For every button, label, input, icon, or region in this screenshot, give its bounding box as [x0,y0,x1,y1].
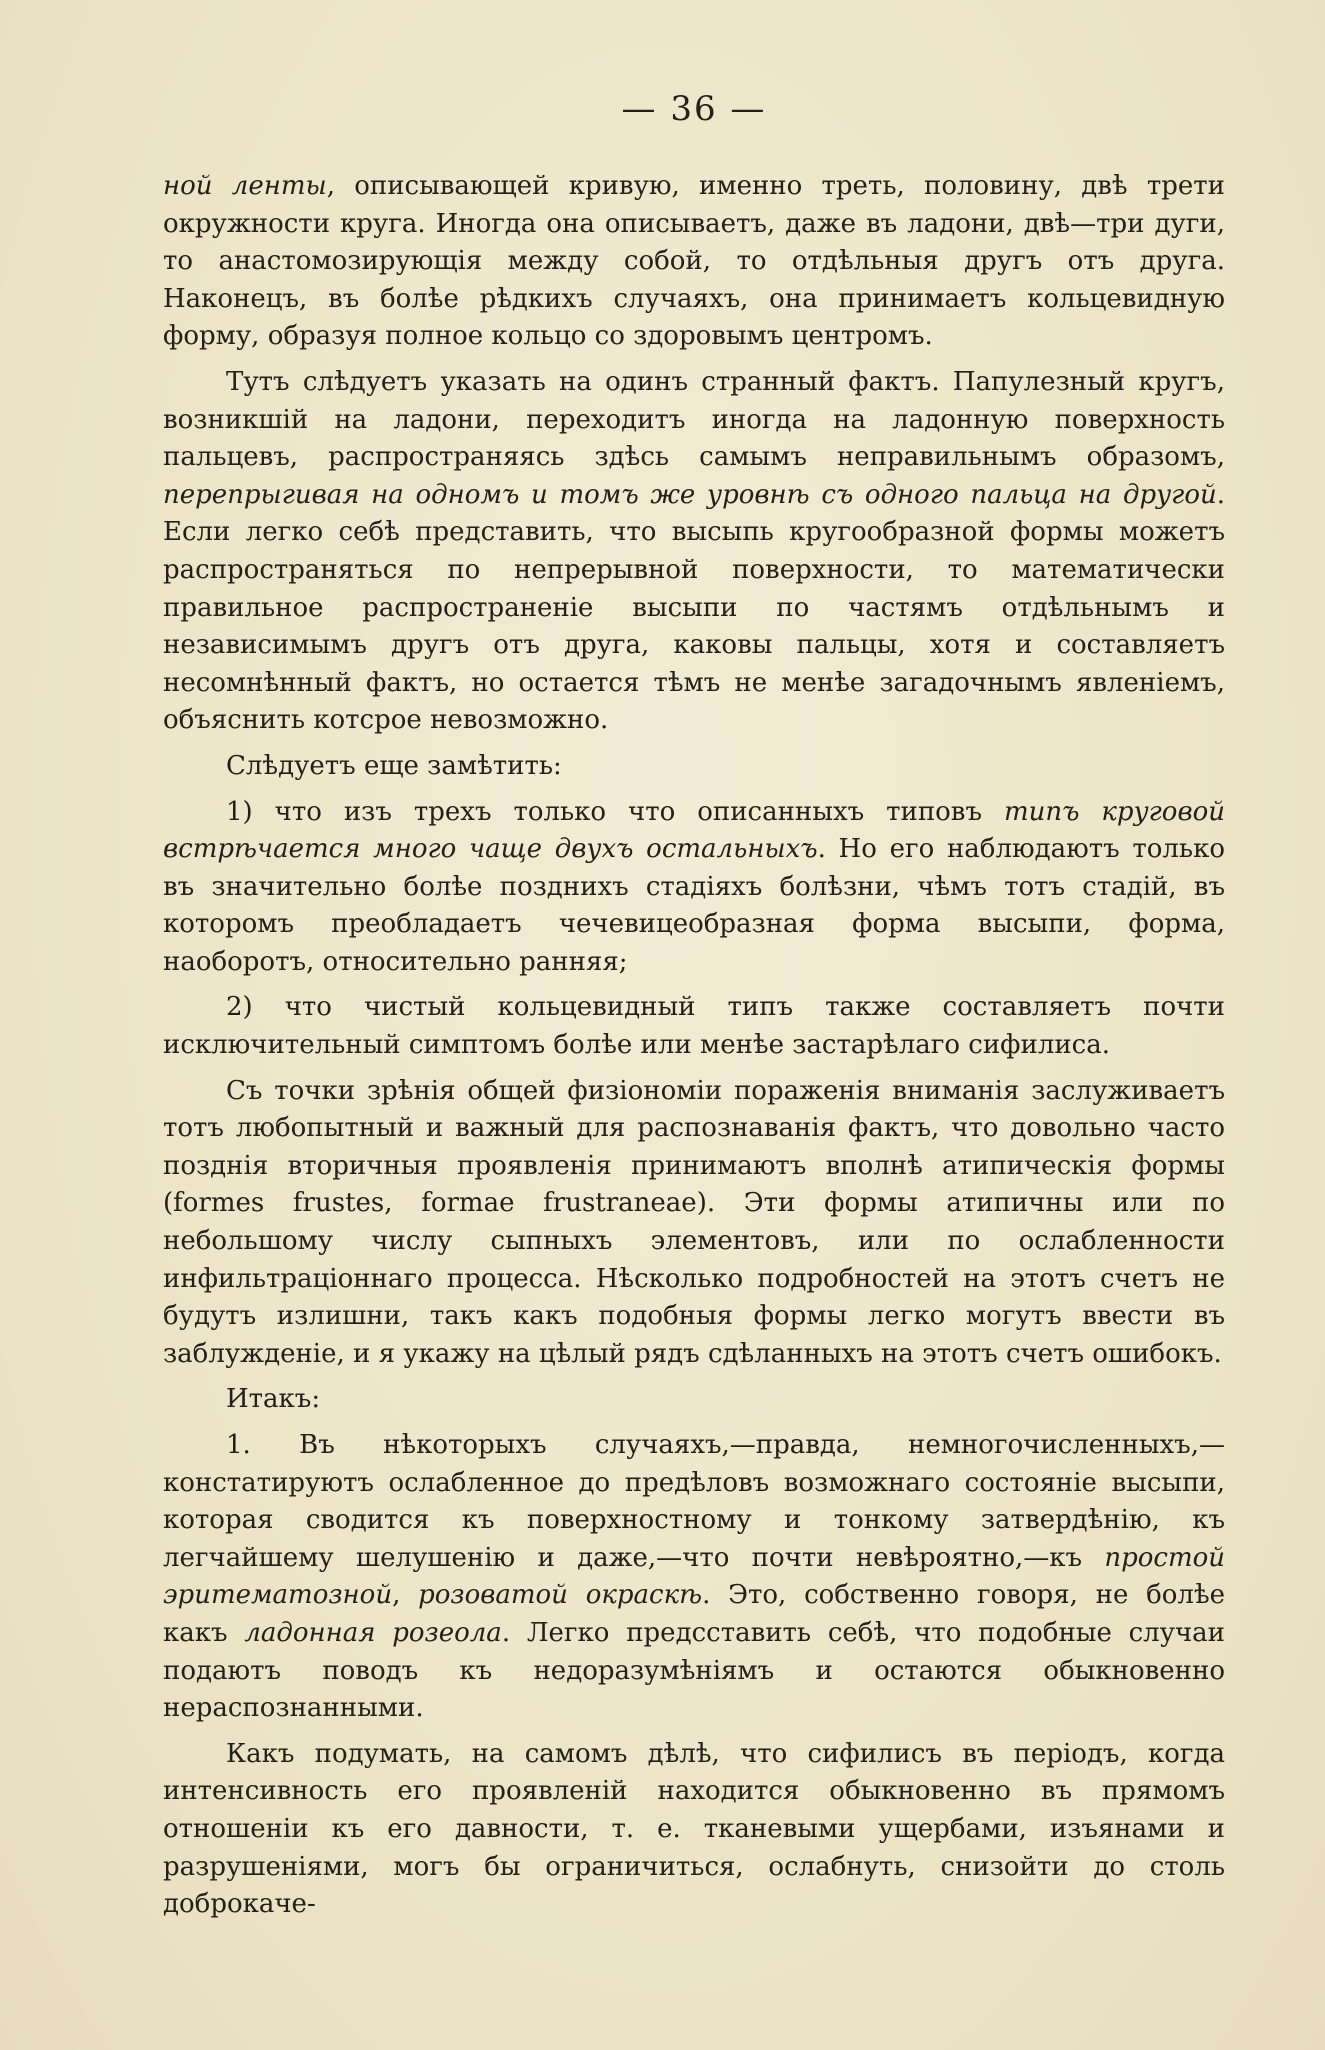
text-run: . Если легко себѣ представить, что высыпь кругообразной формы можетъ распространяться по непрерывной поверхности, то математически правильное распространеніе высыпи по частямъ отдѣльнымъ и независимымъ другъ отъ друга, каковы пальцы, хотя и составляетъ несомнѣнный фактъ, но остается тѣмъ не менѣе загадочнымъ явленіемъ, объяснить котсрое невозможно. [163,479,1225,736]
italic-text: простой эритематозной [163,1542,1225,1611]
paragraph [163,1427,1225,1728]
paragraph [163,989,1225,1064]
italic-text: перепрыгивая на одномъ и томъ же уровнѣ съ одного пальца на другой [163,479,1217,510]
text-run: , [392,1580,419,1611]
paragraph [163,364,1225,740]
text-run: 1) что изъ трехъ только что описанныхъ типовъ [226,796,1004,827]
text-run: Съ точки зрѣнія общей физіономіи пораженія вниманія заслуживаетъ тотъ любопытный и важный для распознаванія фактъ, что довольно часто позднія вторичныя проявленія принимаютъ вполнѣ атипическія формы (formes frustes, formae frustraneae). Эти формы атипичны или по небольшому числу сыпныхъ элементовъ, или по ослабленности инфильтраціоннаго процесса. Нѣсколько подробностей на этотъ счетъ не будутъ излишни, такъ какъ подобныя формы легко могутъ ввести въ заблужденіе, и я укажу на цѣлый рядъ сдѣланныхъ на этотъ счетъ ошибокъ. [163,1075,1225,1369]
paragraph [163,794,1225,982]
text-run: Какъ подумать, на самомъ дѣлѣ, что сифилисъ въ періодъ, когда интенсивность его проявленій находится обыкновенно въ прямомъ отношеніи къ его давности, т. е. тканевыми ущербами, изъянами и разрушеніями, могъ бы ограничиться, ослабнуть, снизойти до столь доброкаче- [163,1738,1225,1920]
italic-text: розоватой окраскѣ [418,1580,703,1611]
italic-text: ладонная розеола [244,1617,502,1648]
text-run: 1. Въ нѣкоторыхъ случаяхъ,—правда, немногочисленныхъ,—констатируютъ ослабленное до предѣловъ возможнаго состояніе высыпи, которая сводится къ поверхностному и тонкому затвердѣнію, къ легчайшему шелушенію и даже,—что почти невѣроятно,—къ [163,1430,1225,1573]
text-body [163,168,1225,1924]
text-run: . Легко предсставить себѣ, что подобные случаи подаютъ поводъ къ недоразумѣніямъ и остаются обыкновенно нераспознанными. [163,1617,1226,1724]
text-run: Слѣдуетъ еще замѣтить: [226,750,562,781]
italic-text: ной ленты [163,171,327,201]
paragraph [163,1736,1225,1924]
text-run: , описывающей кривую, именно треть, половину, двѣ трети окружности круга. Иногда она описываетъ, даже въ ладони, двѣ—три дуги, то анастомозирующія между собой, то отдѣльныя другъ отъ друга. Наконецъ, въ болѣе рѣдкихъ случаяхъ, она принимаетъ кольцевидную форму, образуя полное кольцо со здоровымъ центромъ. [163,171,1225,352]
italic-text: типъ круговой встрѣчается много чаще двухъ остальныхъ [163,796,1225,865]
paragraph [163,1073,1225,1374]
text-run: Тутъ слѣдуетъ указать на одинъ странный фактъ. Папулезный кругъ, возникшій на ладони, переходитъ иногда на ладонную поверхность пальцевъ, распространяясь здѣсь самымъ неправильнымъ образомъ, [163,366,1225,473]
paragraph [163,1381,1225,1419]
text-run: . Это, собственно говоря, не болѣе какъ [163,1580,1226,1648]
text-run: Итакъ: [226,1384,321,1415]
page-number: — 36 — [621,89,767,129]
paragraph [163,168,1225,356]
paragraph [163,748,1225,786]
text-run: . Но его наблюдаютъ только въ значительно болѣе позднихъ стадіяхъ болѣзни, чѣмъ тотъ стадій, въ которомъ преобладаетъ чечевицеобразная форма высыпи, форма, наоборотъ, относительно ранняя; [163,834,1225,977]
text-run: 2) что чистый кольцевидный типъ также составляетъ почти исключительный симптомъ болѣе или менѣе застарѣлаго сифилиса. [163,992,1225,1061]
